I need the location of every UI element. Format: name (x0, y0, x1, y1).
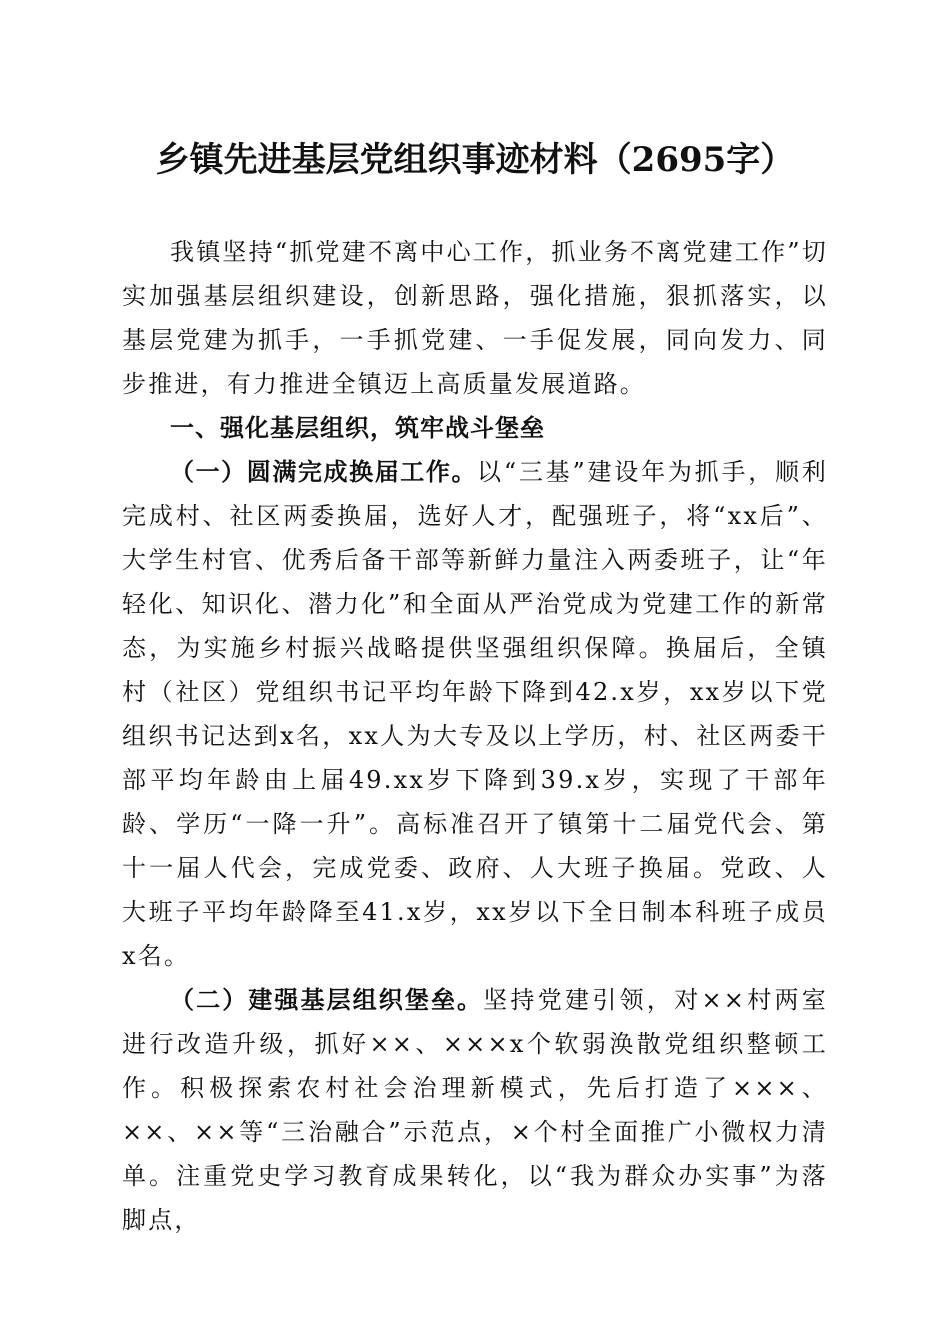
item-text: 坚持党建引领，对××村两室进行改造升级，抓好××、×××x个软弱涣散党组织整顿工作。积极探索农村社会治理新模式，先后打造了×××、××、××等“三治融合”示范点，×个村全面推广小微权力清单。注重党史学习教育成果转化，以“我为群众办实事”为落脚点， (122, 986, 828, 1234)
section-item-paragraph (122, 978, 828, 1242)
item-lead: （二）建强基层组织堡垒。 (170, 986, 484, 1014)
section-heading: 一、强化基层组织，筑牢战斗堡垒 (170, 414, 545, 442)
intro-paragraph: 我镇坚持“抓党建不离中心工作，抓业务不离党建工作”切实加强基层组织建设，创新思路，强化措施，狠抓落实，以基层党建为抓手，一手抓党建、一手促发展，同向发力、同步推进，有力推进全镇迈上高质量发展道路。 (122, 238, 828, 398)
document-body (122, 230, 828, 1242)
document-title: 乡镇先进基层党组织事迹材料（2695字） (155, 140, 795, 180)
section-item-paragraph (122, 450, 828, 978)
item-text: 以“三基”建设年为抓手，顺利完成村、社区两委换届，选好人才，配强班子，将“xx后”、大学生村官、优秀后备干部等新鲜力量注入两委班子，让“年轻化、知识化、潜力化”和全面从严治党成为党建工作的新常态，为实施乡村振兴战略提供坚强组织保障。换届后，全镇村（社区）党组织书记平均年龄下降到42.x岁，xx岁以下党组织书记达到x名，xx人为大专及以上学历，村、社区两委干部平均年龄由上届49.xx岁下降到39.x岁，实现了干部年龄、学历“一降一升”。高标准召开了镇第十二届党代会、第十一届人代会，完成党委、政府、人大班子换届。党政、人大班子平均年龄降至41.x岁，xx岁以下全日制本科班子成员x名。 (122, 458, 829, 970)
item-lead: （一）圆满完成换届工作。 (170, 458, 478, 486)
